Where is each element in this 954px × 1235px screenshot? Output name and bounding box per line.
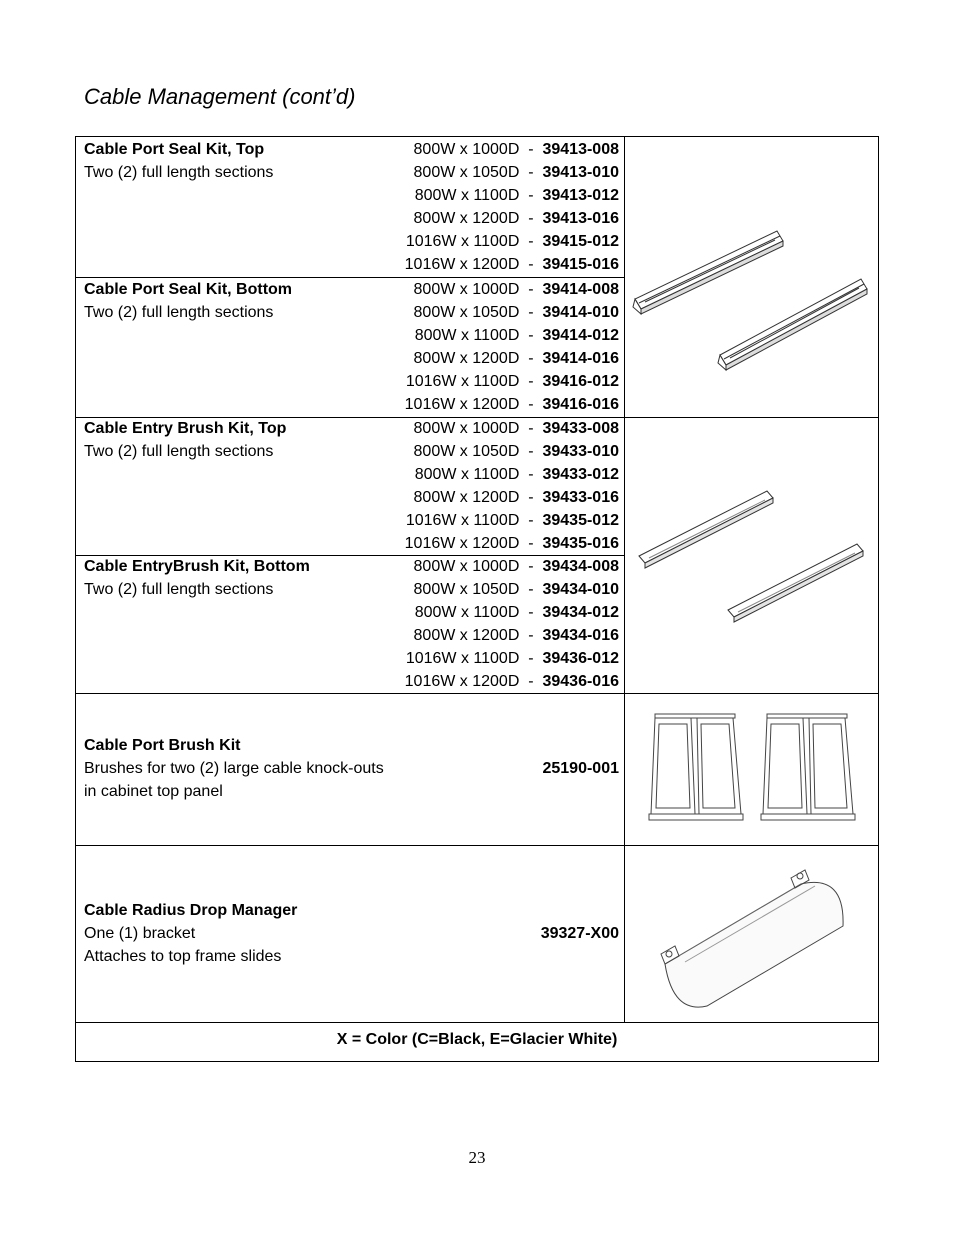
brush-strip-lower [728,544,863,622]
part-number: 39413-012 [542,186,619,204]
size-row: 1016W x 1200D - 39436-016 [404,672,619,690]
size-row: 800W x 1200D - 39413-016 [413,209,619,227]
size-row: 800W x 1000D - 39414-008 [413,281,619,298]
kit-description-line: Attaches to top frame slides [84,947,282,965]
size-list [405,418,619,555]
size-row: 1016W x 1100D - 39435-012 [405,511,619,529]
kit-name: Cable Entry Brush Kit, Top [84,420,287,437]
port-brush-frames-illustration [625,694,878,845]
size-row: 1016W x 1200D - 39435-016 [404,534,619,552]
kit-description: Two (2) full length sections [84,442,274,460]
part-number: 39413-010 [542,163,619,181]
kit-description-line: Brushes for two (2) large cable knock-outs [84,759,384,777]
radius-drop-bracket-illustration [625,846,878,1022]
kit-name: Cable Port Seal Kit, Bottom [84,281,293,298]
part-number: 39416-016 [542,395,619,413]
seal-strip-upper [633,231,783,314]
table-border-left [75,136,76,1062]
size-row: 1016W x 1100D - 39416-012 [405,372,619,390]
size-row: 800W x 1050D - 39433-010 [413,442,619,460]
part-number: 39414-012 [542,326,619,344]
size-row: 800W x 1000D - 39413-008 [413,141,619,158]
size-row: 1016W x 1200D - 39415-016 [404,255,619,273]
part-number: 39434-008 [542,558,619,575]
part-number: 39327-X00 [540,925,619,942]
kit-description: Two (2) full length sections [84,303,274,321]
size-row: 800W x 1100D - 39413-012 [414,186,619,204]
size-row: 800W x 1100D - 39414-012 [414,326,619,344]
part-number: 39434-016 [542,626,619,644]
part-number: 39435-012 [542,511,619,529]
size-row: 800W x 1200D - 39434-016 [413,626,619,644]
size-list [405,279,619,416]
size-list [405,139,619,276]
kit-cable-entry-brush-top [84,418,619,556]
kit-description: Two (2) full length sections [84,163,274,181]
part-number: 39414-016 [542,349,619,367]
size-row: 800W x 1050D - 39413-010 [413,163,619,181]
row-divider [75,1022,879,1023]
part-number: 39415-012 [542,232,619,250]
part-number: 39433-008 [542,420,619,437]
size-row: 800W x 1050D - 39434-010 [413,580,619,598]
kit-cable-entry-brush-bottom [84,556,619,694]
size-row: 800W x 1200D - 39433-016 [413,488,619,506]
part-number: 39433-016 [542,488,619,506]
table-border-bottom [75,1061,879,1062]
kit-description: Two (2) full length sections [84,580,274,598]
kit-name: Cable EntryBrush Kit, Bottom [84,558,310,575]
part-number: 39436-016 [542,672,619,690]
part-number: 39415-016 [542,255,619,273]
kit-cable-port-seal-top [84,139,619,277]
part-number: 39436-012 [542,649,619,667]
size-row: 1016W x 1100D - 39436-012 [405,649,619,667]
size-row: 1016W x 1100D - 39415-012 [405,232,619,250]
page-title: Cable Management (cont’d) [84,84,356,109]
kit-name: Cable Port Seal Kit, Top [84,141,265,158]
seal-strip-lower [718,279,867,370]
part-number: 39434-012 [542,603,619,621]
size-row: 1016W x 1200D - 39416-016 [404,395,619,413]
color-code-note: X = Color (C=Black, E=Glacier White) [336,1031,618,1048]
part-number: 39414-010 [542,303,619,321]
kit-cable-port-seal-bottom [84,279,619,417]
part-number: 39435-016 [542,534,619,552]
size-row: 800W x 1000D - 39434-008 [413,558,619,575]
part-number: 39434-010 [542,580,619,598]
kit-cable-radius-drop-manager [84,900,619,975]
size-list [405,556,619,693]
part-number: 25190-001 [542,760,619,777]
kit-name: Cable Port Brush Kit [84,737,241,754]
part-number: 39413-008 [542,141,619,158]
part-number: 39413-016 [542,209,619,227]
size-row: 800W x 1100D - 39433-012 [414,465,619,483]
kit-description-line: in cabinet top panel [84,782,223,800]
part-number: 39433-010 [542,442,619,460]
seal-strip-illustration [625,137,878,417]
part-number: 39414-008 [542,281,619,298]
size-row: 800W x 1200D - 39414-016 [413,349,619,367]
frame-pair-right [761,714,855,820]
size-row: 800W x 1100D - 39434-012 [414,603,619,621]
kit-cable-port-brush [84,735,619,810]
kit-name: Cable Radius Drop Manager [84,902,298,919]
part-number: 39433-012 [542,465,619,483]
page-number: 23 [468,1148,486,1167]
size-row: 800W x 1000D - 39433-008 [413,420,619,437]
part-number: 39416-012 [542,372,619,390]
brush-strip-upper [639,491,773,568]
kit-description-line: One (1) bracket [84,924,196,942]
size-row: 800W x 1050D - 39414-010 [413,303,619,321]
table-border-right [878,136,879,1062]
brush-strip-illustration [625,418,878,693]
row-divider [75,277,625,278]
frame-pair-left [649,714,743,820]
